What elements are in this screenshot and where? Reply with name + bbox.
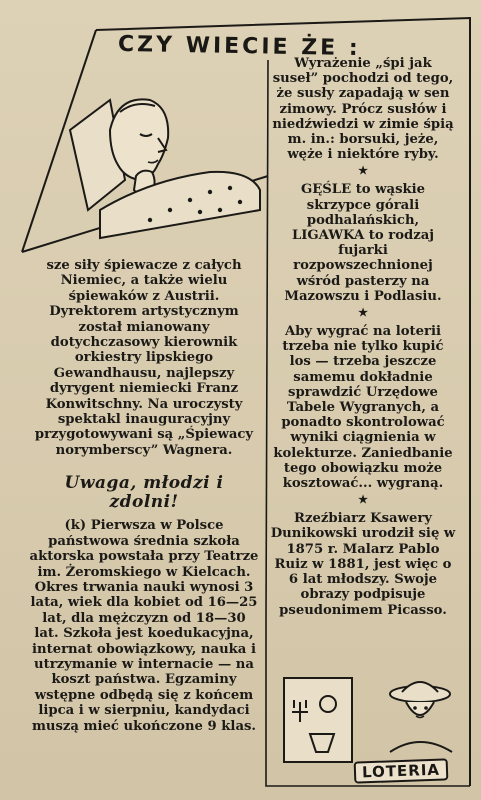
- star-separator: ★: [358, 306, 368, 320]
- article-body: (k) Pierwsza w Polsce państwowa średnia szkoła aktorska powstała przy Teatrze im. Żeromskiego w Kielcach. Okres trwania nauki wynosi 3 lata, wiek dla kobiet od 16—25 lat, dla mężczyzn od 18—30 lat. Szkoła jest koedukacyjna, internat obowiązkowy, nauka i utrzymanie w internacie — na koszt państwa. Egzaminy wstępne odbędą się z końcem lipca i w sierpniu, kandydaci muszą mieć ukończone 9 klas.: [29, 518, 259, 734]
- star-separator: ★: [358, 164, 368, 178]
- fact-gesle: GĘŚLE to wąskie skrzypce górali podhalańskich, LIGAWKA to rodzaj fujarki rozpowszechnionej wśród pasterzy na Mazowszu i Podlasiu.: [284, 182, 442, 304]
- fact-suslik: Wyrażenie „śpi jak suseł” pochodzi od tego, że susły zapadają w sen zimowy. Prócz susłów i niedźwiedzi w zimie śpią m. in.: borsuki, jeże, węże i niektóre ryby.: [272, 56, 454, 163]
- left-column: [28, 258, 260, 734]
- fact-lottery: Aby wygrać na loterii trzeba nie tylko kupić los — trzeba jeszcze samemu dokładnie sprawdzić Urzędowe Tabele Wygranych, a ponadto skontrolować wyniki ciągnienia w kolekturze. Zaniedbanie tego obowiązku może kosztować... wygraną.: [273, 324, 453, 492]
- page-title: CZY WIECIE ŻE :: [117, 31, 361, 62]
- star-separator: ★: [358, 493, 368, 507]
- sleeping-man-illustration: [40, 60, 270, 250]
- article-continuation: sze siły śpiewacze z całych Niemiec, a także wielu śpiewaków z Austrii. Dyrektorem artystycznym został mianowany dotychczasowy kierownik orkiestry lipskiego Gewandhausu, najlepszy dyrygent niemiecki Franz Konwitschny. Na uroczysty spektakl inauguracyjny przygotowywani są „Śpiewacy norymberscy” Wagnera.: [34, 258, 254, 458]
- fact-dunikowski: Rzeźbiarz Ksawery Dunikowski urodził się w 1875 r. Malarz Pablo Ruiz w 1881, jest więc o 6 lat młodszy. Swoje obrazy podpisuje pseudonimem Picasso.: [270, 511, 456, 618]
- right-column: [270, 56, 456, 618]
- article-headline: Uwaga, młodzi i zdolni!: [64, 473, 224, 513]
- lottery-sign: LOTERIA: [354, 758, 449, 783]
